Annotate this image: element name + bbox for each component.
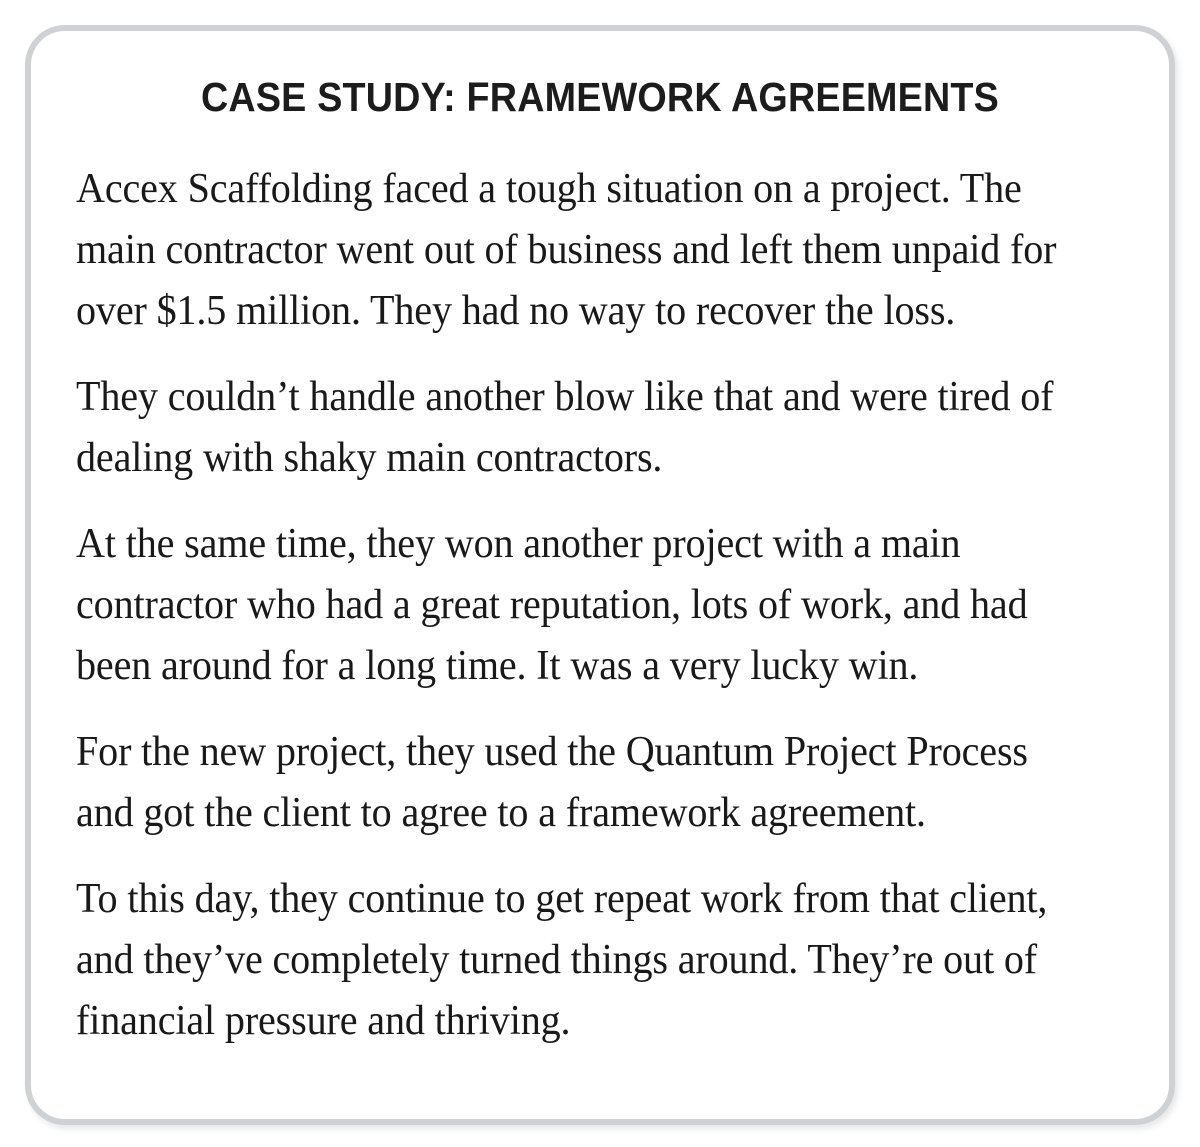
paragraph-4: For the new project, they used the Quantum Project Process and got the client to agree to a framework agreement.	[76, 729, 1028, 836]
case-study-card	[25, 25, 1175, 1125]
case-study-body	[76, 159, 1124, 1052]
paragraph-5: To this day, they continue to get repeat work from that client, and they’ve completely turned things around. They’re out of financial pressure and thriving.	[76, 876, 1048, 1044]
paragraph-3: At the same time, they won another project with a main contractor who had a great reputation, lots of work, and had been around for a long time. It was a very lucky win.	[76, 521, 1028, 689]
paragraph-1: Accex Scaffolding faced a tough situation on a project. The main contractor went out of business and left them unpaid for over $1.5 million. They had no way to recover the loss.	[76, 166, 1057, 334]
card-content	[76, 71, 1124, 1052]
page-title: CASE STUDY: FRAMEWORK AGREEMENTS	[200, 74, 1000, 120]
paragraph-2: They couldn’t handle another blow like that and were tired of dealing with shaky main contractors.	[76, 374, 1054, 481]
